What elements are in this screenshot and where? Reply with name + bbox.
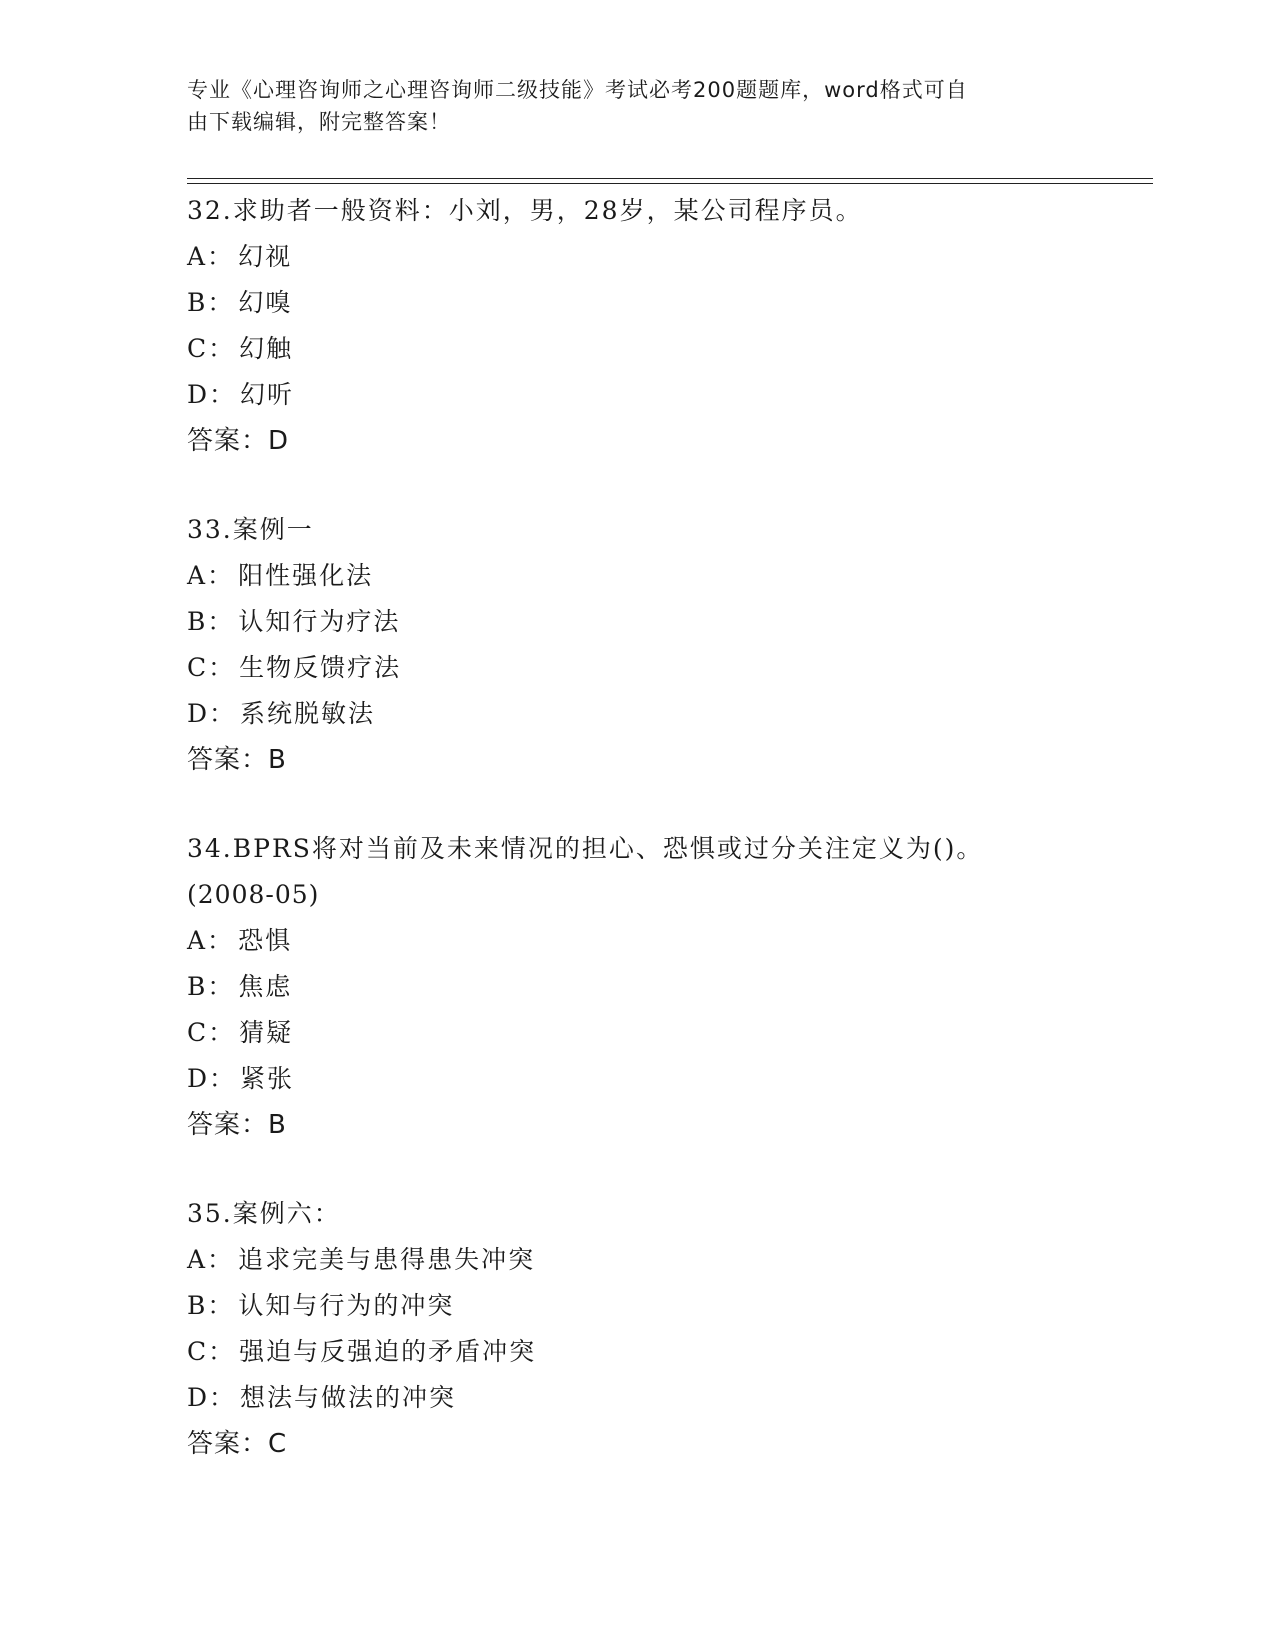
option-letter: C： (187, 1018, 236, 1047)
header-divider-bottom (187, 183, 1153, 184)
answer-line: 答案：C (187, 1429, 288, 1459)
option-d (187, 691, 1153, 737)
question-stem: 33.案例一 (187, 515, 314, 544)
option-b (187, 280, 1153, 326)
option-letter: B： (187, 607, 235, 636)
option-text: 阳性强化法 (238, 561, 374, 590)
answer-line: 答案：B (187, 745, 287, 775)
question-35 (187, 1191, 1153, 1467)
header-line-2: 由下载编辑，附完整答案！ (187, 110, 451, 134)
question-stem: 35.案例六： (187, 1199, 341, 1228)
option-c (187, 645, 1153, 691)
option-b (187, 1283, 1153, 1329)
option-a (187, 553, 1153, 599)
answer-line: 答案：B (187, 1110, 287, 1140)
option-letter: A： (187, 1245, 235, 1274)
option-a (187, 1237, 1153, 1283)
option-text: 猜疑 (239, 1018, 294, 1047)
question-stem: 34.BPRS将对当前及未来情况的担心、恐惧或过分关注定义为()。 (187, 834, 984, 863)
question-32 (187, 188, 1153, 464)
option-text: 追求完美与患得患失冲突 (238, 1245, 536, 1274)
option-a (187, 234, 1153, 280)
option-c (187, 326, 1153, 372)
option-letter: A： (187, 561, 235, 590)
answer-line: 答案：D (187, 426, 290, 456)
option-text: 幻听 (240, 380, 295, 409)
question-stem-continuation: (2008-05) (187, 880, 320, 909)
document-header (187, 74, 1067, 138)
option-d (187, 1375, 1153, 1421)
option-b (187, 964, 1153, 1010)
option-d (187, 1056, 1153, 1102)
option-text: 想法与做法的冲突 (240, 1383, 457, 1412)
option-b (187, 599, 1153, 645)
option-letter: A： (187, 242, 235, 271)
option-letter: C： (187, 334, 236, 363)
question-34 (187, 826, 1153, 1148)
header-divider-top (187, 178, 1153, 179)
option-letter: C： (187, 1337, 236, 1366)
option-letter: D： (187, 1064, 237, 1093)
option-letter: D： (187, 380, 237, 409)
option-text: 强迫与反强迫的矛盾冲突 (239, 1337, 537, 1366)
question-33 (187, 507, 1153, 783)
option-text: 紧张 (240, 1064, 295, 1093)
option-text: 恐惧 (238, 926, 293, 955)
option-letter: D： (187, 699, 237, 728)
option-text: 系统脱敏法 (240, 699, 376, 728)
option-text: 幻嗅 (238, 288, 293, 317)
option-text: 幻触 (239, 334, 294, 363)
option-text: 认知行为疗法 (238, 607, 401, 636)
question-list (187, 188, 1153, 1510)
question-stem: 32.求助者一般资料：小刘，男，28岁，某公司程序员。 (187, 196, 863, 225)
option-letter: A： (187, 926, 235, 955)
option-letter: B： (187, 288, 235, 317)
option-text: 生物反馈疗法 (239, 653, 402, 682)
option-d (187, 372, 1153, 418)
option-letter: D： (187, 1383, 237, 1412)
option-text: 焦虑 (238, 972, 293, 1001)
option-a (187, 918, 1153, 964)
option-text: 幻视 (238, 242, 293, 271)
option-c (187, 1010, 1153, 1056)
option-letter: B： (187, 1291, 235, 1320)
option-letter: C： (187, 653, 236, 682)
option-letter: B： (187, 972, 235, 1001)
option-c (187, 1329, 1153, 1375)
option-text: 认知与行为的冲突 (238, 1291, 455, 1320)
header-line-1: 专业《心理咨询师之心理咨询师二级技能》考试必考200题题库，word格式可自 (187, 78, 968, 102)
